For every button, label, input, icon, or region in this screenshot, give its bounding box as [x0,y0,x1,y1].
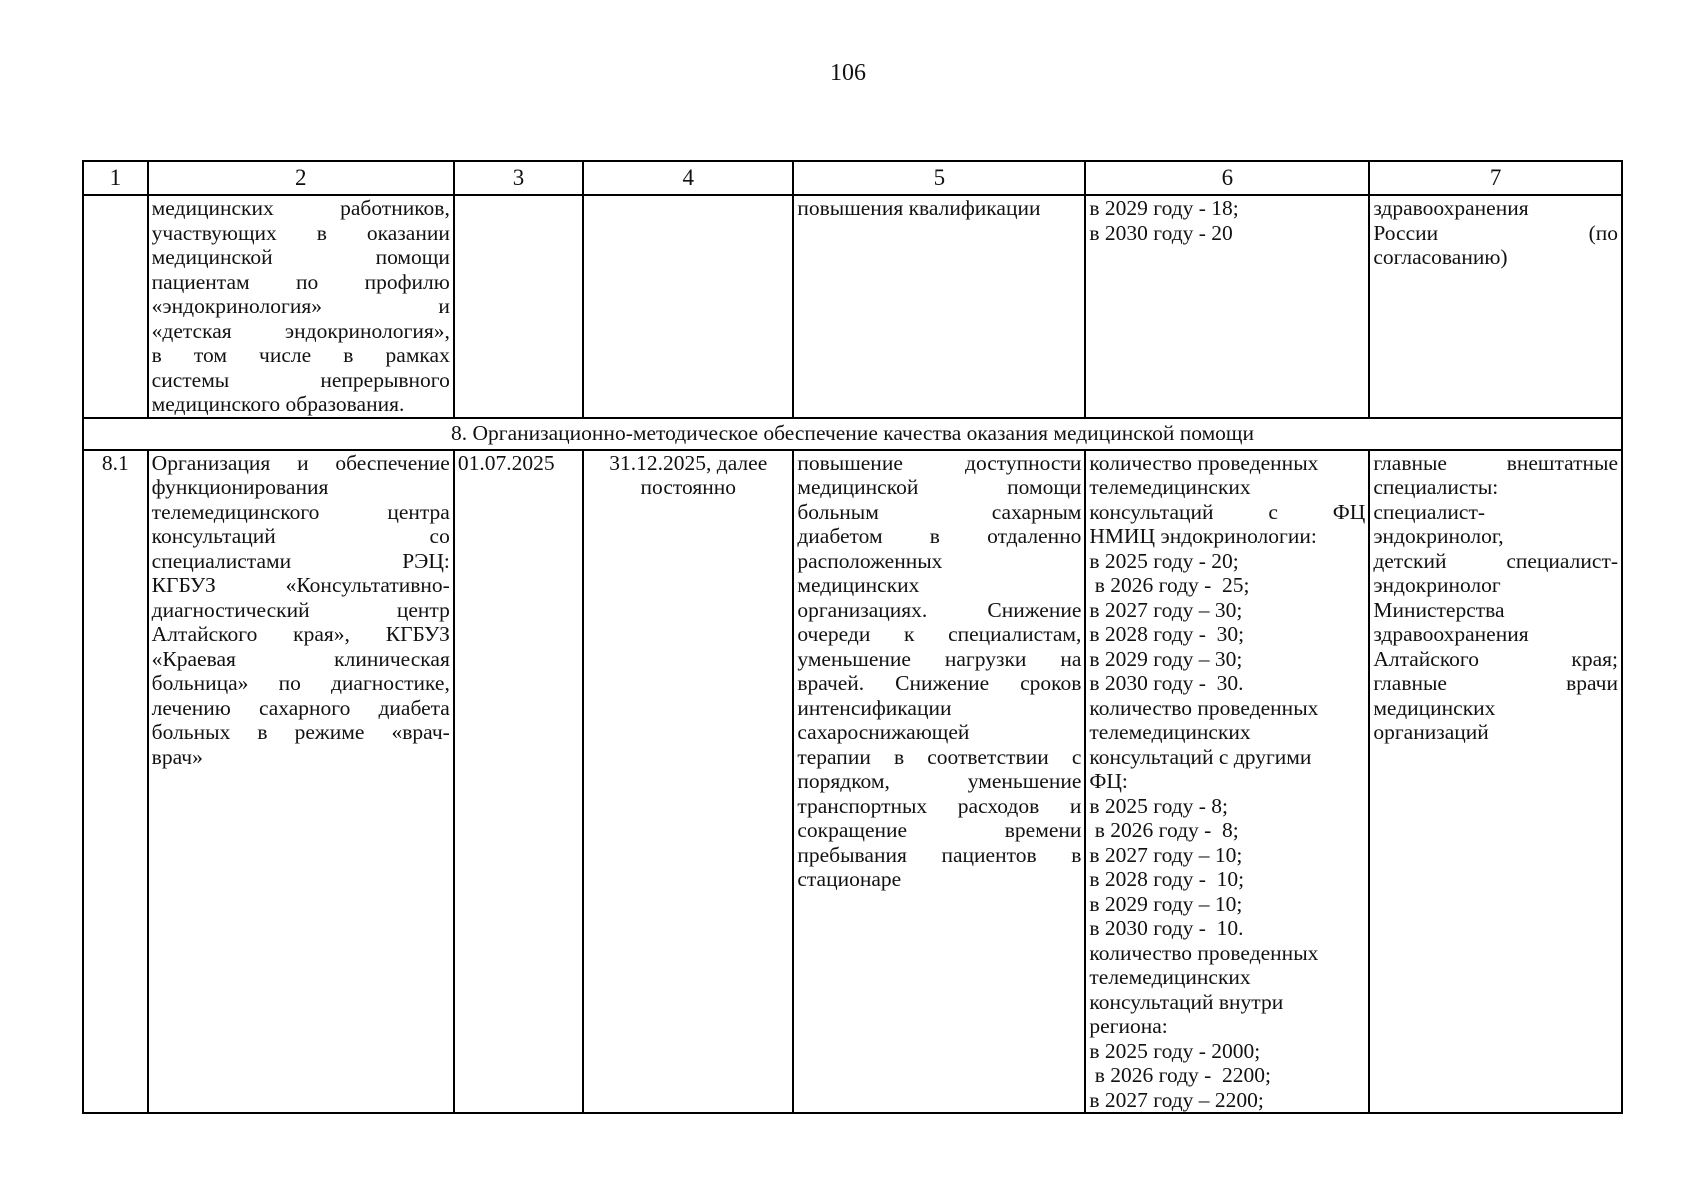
text-line: эндокринолог, [1373,524,1504,548]
text-line: организаций [1373,720,1489,744]
text-line: медицинского образования. [151,392,405,416]
cont-cell-number [83,195,148,418]
text-line: уменьшение нагрузки на [797,646,1082,671]
cont-cell-activity [148,195,454,418]
text-line: диабетом в отдаленно [797,524,1082,548]
text-line: очереди к специалистам, [797,622,1082,646]
indicator-cell [1085,450,1369,1114]
text-line: Алтайского края», КГБУЗ [151,622,450,646]
text-line: в 2026 году - 25; [1089,573,1250,597]
text-line: консультаций с ФЦ [1089,499,1366,524]
text-line: медицинских работников, [151,196,450,220]
text-line: 31.12.2025, далее [609,450,768,475]
text-line: сахароснижающей [797,720,970,744]
cont-cell-start [454,195,583,418]
text-line: ФЦ: [1089,769,1128,793]
text-line: телемедицинских [1089,965,1251,989]
cont-cell-result [793,195,1085,418]
text-line: в 2027 году – 10; [1089,842,1243,867]
end-date-cell [583,450,793,1114]
text-line: диагностический центр [151,597,450,622]
text-line: консультаций с другими [1089,744,1312,769]
text-line: повышение доступности [797,450,1082,475]
text-line: медицинской помощи [151,245,450,269]
text-line: медицинской помощи [797,475,1082,499]
text-line: Министерства [1373,597,1505,622]
text-line: телемедицинских [1089,720,1251,744]
header-cell-4: 4 [583,161,793,195]
text-line: здравоохранения [1373,196,1529,220]
text-line: в 2028 году - 10; [1089,867,1245,891]
text-line: Алтайского края; [1373,646,1618,671]
text-line: в 2025 году - 2000; [1089,1038,1261,1063]
text-line: больница» по диагностике, [151,671,450,695]
text-line: НМИЦ эндокринологии: [1089,524,1317,548]
start-date-cell: 01.07.2025 [454,450,583,1114]
table-row-8-1 [83,450,1622,1114]
header-cell-6: 6 [1085,161,1369,195]
text-line: количество проведенных [1089,695,1319,720]
cont-cell-end [583,195,793,418]
text-line: в 2030 году - 30. [1089,671,1244,695]
text-line: главные врачи [1373,671,1618,695]
text-line: специалисты: [1373,475,1499,499]
text-line: «детская эндокринология», [151,318,450,343]
text-line: телемедицинских [1089,475,1251,499]
text-line: детский специалист- [1373,548,1618,573]
text-line: порядком, уменьшение [797,769,1082,793]
text-line: специалист- [1373,499,1485,524]
text-line: в 2027 году – 30; [1089,597,1243,622]
text-line: «эндокринология» и [151,294,450,318]
text-line: телемедицинского центра [151,499,450,524]
text-line: организациях. Снижение [797,597,1082,622]
header-cell-3: 3 [454,161,583,195]
header-cell-7: 7 [1369,161,1622,195]
text-line: расположенных [797,548,943,573]
text-line: главные внештатные [1373,450,1618,475]
text-line: в 2028 году - 30; [1089,622,1245,646]
activity-plan-table [82,160,1623,1114]
text-line: в том числе в рамках [151,343,450,367]
text-line: транспортных расходов и [797,793,1082,818]
text-line: интенсификации [797,695,952,720]
text-line: консультаций со [151,524,450,548]
text-line: стационаре [797,867,902,891]
cont-cell-indicator [1085,195,1369,418]
text-line: Организация и обеспечение [151,450,450,475]
text-line: врач» [151,744,203,769]
text-line: в 2029 году – 10; [1089,891,1243,916]
text-line: в 2025 году - 8; [1089,793,1229,818]
text-line: врачей. Снижение сроков [797,671,1082,695]
text-line: специалистами РЭЦ: [151,548,450,573]
text-line: повышения квалификации [797,196,1041,220]
text-line: функционирования [151,475,329,499]
text-line: количество проведенных [1089,940,1319,965]
text-line: количество проведенных [1089,450,1319,475]
text-line: больным сахарным [797,499,1082,524]
text-line: лечению сахарного диабета [151,695,450,720]
activity-cell [148,450,454,1114]
text-line: эндокринолог [1373,573,1501,597]
text-line: участвующих в оказании [151,220,450,245]
text-line: больных в режиме «врач- [151,720,450,744]
table-row-continued [83,195,1622,418]
responsible-cell [1369,450,1622,1114]
text-line: России (по [1373,220,1618,245]
section-header-row [83,418,1622,450]
header-cell-2: 2 [148,161,454,195]
text-line: «Краевая клиническая [151,646,450,671]
page-number: 106 [830,60,866,86]
row-number: 8.1 [83,450,148,1114]
text-line: консультаций внутри [1089,989,1284,1014]
text-line: в 2026 году - 2200; [1089,1063,1272,1087]
section-title: 8. Организационно-методическое обеспечение качества оказания медицинской помощи [83,418,1622,450]
text-line: постоянно [640,475,736,499]
text-line: здравоохранения [1373,622,1529,646]
text-line: в 2027 году – 2200; [1089,1087,1264,1112]
text-line: региона: [1089,1014,1168,1038]
text-line: в 2029 году – 30; [1089,646,1243,671]
text-line: в 2025 году - 20; [1089,548,1239,573]
text-line: пациентам по профилю [151,269,450,294]
text-line: пребывания пациентов в [797,842,1082,867]
table-header-row [83,161,1622,195]
text-line: терапии в соответствии с [797,744,1082,769]
text-line: согласованию) [1373,245,1508,269]
cont-cell-responsible [1369,195,1622,418]
text-line: в 2030 году - 20 [1089,220,1233,245]
text-line: медицинских [797,573,920,597]
text-line: медицинских [1373,695,1496,720]
text-line: в 2026 году - 8; [1089,818,1239,842]
text-line: КГБУЗ «Консультативно- [151,573,450,597]
text-line: сокращение времени [797,818,1082,842]
text-line: системы непрерывного [151,367,450,392]
header-cell-1: 1 [83,161,148,195]
header-cell-5: 5 [793,161,1085,195]
text-line: в 2029 году - 18; [1089,196,1239,220]
text-line: в 2030 году - 10. [1089,916,1244,940]
result-cell [793,450,1085,1114]
